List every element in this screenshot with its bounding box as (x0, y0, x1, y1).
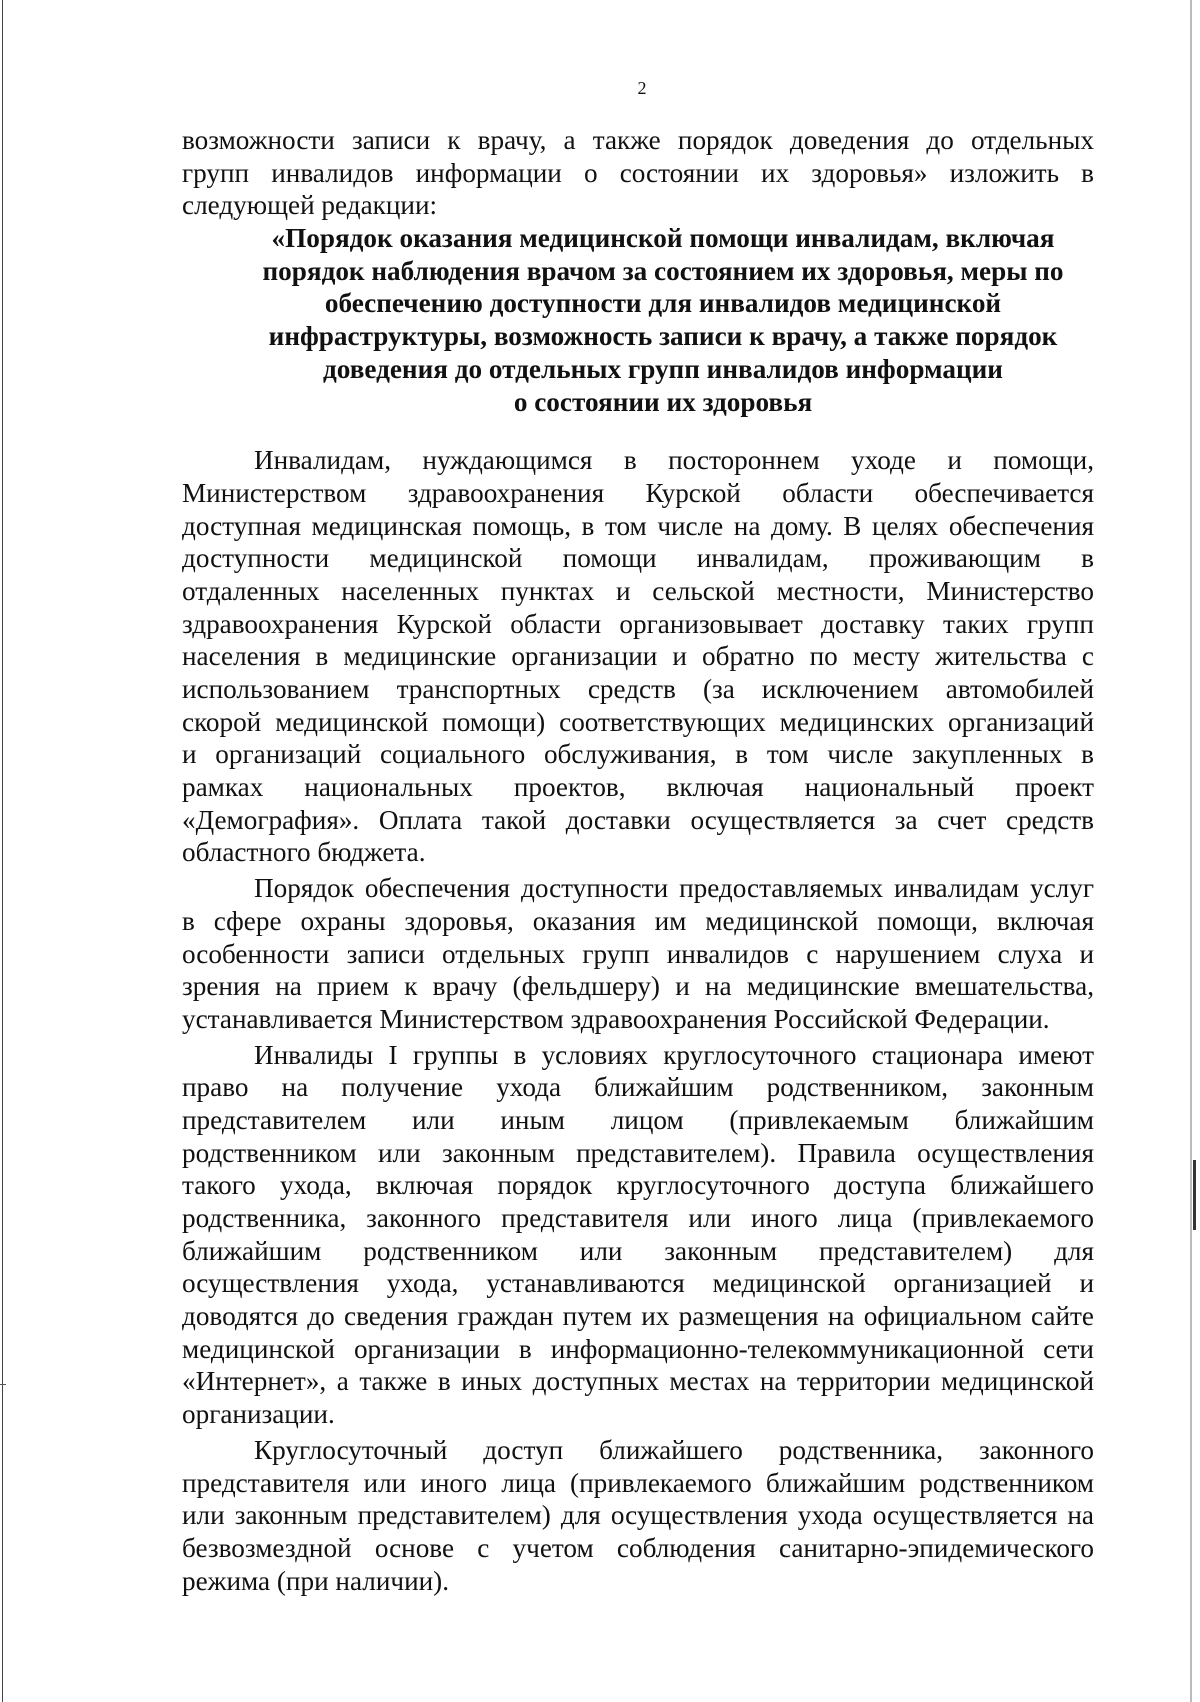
section-heading (232, 222, 1094, 418)
paragraph-line: Инвалидам, нуждающимся в постороннем уходе и помощи, (254, 445, 1094, 476)
paragraph-line: Министерством здравоохранения Курской области обеспечивается (182, 477, 1094, 508)
paragraph-line: рамках национальных проектов, включая национальный проект (182, 772, 1094, 803)
paragraph-line: Порядок обеспечения доступности предоставляемых инвалидам услуг (254, 873, 1094, 904)
paragraph-line: «Интернет», а также в иных доступных местах на территории медицинской (182, 1366, 1094, 1397)
paragraph (182, 444, 1094, 869)
heading-line: порядок наблюдения врачом за состоянием их здоровья, меры по (262, 255, 1064, 286)
paragraph-line: такого ухода, включая порядок круглосуточного доступа ближайшего (182, 1170, 1094, 1201)
paragraph-line: и организаций социального обслуживания, в том числе закупленных в (182, 739, 1094, 770)
heading-line: о состоянии их здоровья (513, 386, 813, 417)
paragraph-line: особенности записи отдельных групп инвалидов с нарушением слуха и (182, 938, 1094, 969)
paragraph-line: в сфере охраны здоровья, оказания им медицинской помощи, включая (182, 905, 1094, 936)
paragraph-line: скорой медицинской помощи) соответствующих медицинских организаций (182, 706, 1094, 737)
page-number: 2 (637, 78, 647, 98)
paragraph-line: «Демография». Оплата такой доставки осуществляется за счет средств (182, 804, 1094, 835)
paragraph-line: ближайшим родственником или законным представителем) для (182, 1235, 1094, 1266)
document-body (182, 124, 1094, 1597)
paragraph-line: родственником или законным представителем). Правила осуществления (182, 1137, 1094, 1168)
scan-edge-right (1190, 0, 1192, 1702)
scan-edge-mark (1193, 1160, 1196, 1230)
heading-line: обеспечению доступности для инвалидов медицинской (324, 288, 1002, 319)
paragraph (182, 1434, 1094, 1597)
paragraph-line: областного бюджета. (182, 837, 426, 868)
paragraph-line: доступности медицинской помощи инвалидам, проживающим в (182, 543, 1094, 574)
intro-text (182, 124, 1094, 222)
paragraph-line: родственника, законного представителя или иного лица (привлекаемого (182, 1203, 1094, 1233)
paragraph-line: зрения на прием к врачу (фельдшеру) и на медицинские вмешательства, (182, 971, 1094, 1002)
paragraph-line: безвозмездной основе с учетом соблюдения санитарно-эпидемического (182, 1532, 1094, 1563)
paragraph (182, 1039, 1094, 1431)
paragraph-line: медицинской организации в информационно-телекоммуникационной сети (182, 1333, 1094, 1364)
intro-line: возможности записи к врачу, а также порядок доведения до отдельных (182, 125, 1094, 155)
paragraph-line: доводятся до сведения граждан путем их размещения на официальном сайте (182, 1301, 1094, 1332)
paragraph-line: представителя или иного лица (привлекаемого ближайшим родственником (182, 1467, 1094, 1498)
intro-line: групп инвалидов информации о состоянии их здоровья» изложить в (182, 157, 1094, 188)
paragraph-line: устанавливается Министерством здравоохранения Российской Федерации. (182, 1003, 1050, 1034)
paragraph-line: Круглосуточный доступ ближайшего родственника, законного (254, 1434, 1094, 1465)
paragraph-line: населения в медицинские организации и обратно по месту жительства с (182, 641, 1094, 672)
paragraph-line: или законным представителем) для осуществления ухода осуществляется на (182, 1500, 1094, 1531)
paragraphs (182, 444, 1094, 1597)
heading-line: инфраструктуры, возможность записи к врачу, а также порядок (268, 321, 1058, 352)
paragraph-line: осуществления ухода, устанавливаются медицинской организацией и (182, 1268, 1094, 1299)
paragraph-line: Инвалиды I группы в условиях круглосуточного стационара имеют (254, 1039, 1094, 1070)
paragraph-line: режима (при наличии). (182, 1565, 450, 1596)
heading-line: доведения до отдельных групп инвалидов информации (323, 353, 1003, 384)
paragraph-line: отдаленных населенных пунктах и сельской местности, Министерство (182, 575, 1094, 606)
paragraph-line: использованием транспортных средств (за исключением автомобилей (182, 674, 1094, 704)
paragraph-line: организации. (182, 1399, 335, 1430)
paragraph (182, 872, 1094, 1035)
intro-line: следующей редакции: (182, 190, 438, 221)
paragraph-line: представителем или иным лицом (привлекаемым ближайшим (182, 1104, 1094, 1135)
paragraph-line: здравоохранения Курской области организовывает доставку таких групп (182, 608, 1094, 639)
paragraph-line: доступная медицинская помощь, в том числе на дому. В целях обеспечения (182, 510, 1094, 541)
heading-line: «Порядок оказания медицинской помощи инвалидам, включая (271, 223, 1055, 254)
scan-edge-tick (0, 1384, 6, 1385)
scan-edge-left (2, 0, 3, 1702)
paragraph-line: право на получение ухода ближайшим родственником, законным (182, 1072, 1094, 1103)
